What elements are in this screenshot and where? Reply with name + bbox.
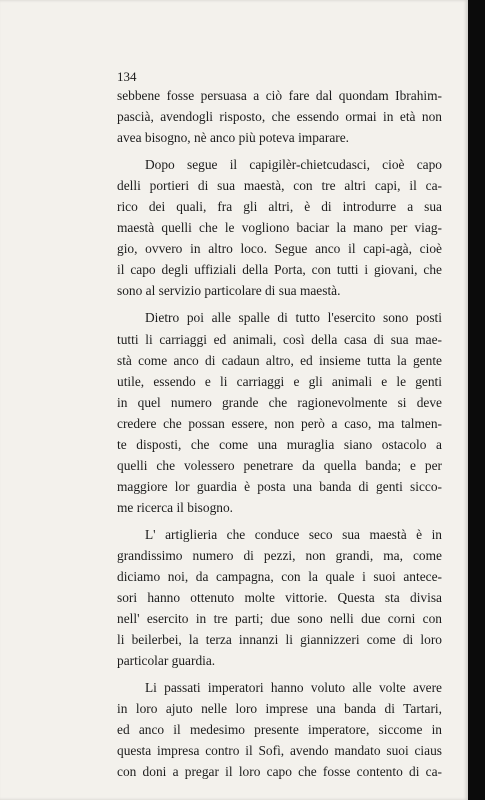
text-line: maestà quelli che le vogliono baciar la mano per viag- (117, 220, 442, 236)
text-line: Dietro poi alle spalle di tutto l'esercito sono posti (145, 310, 442, 326)
text-line: te disposti, che come una muraglia siano ostacolo a (117, 436, 442, 452)
text-line: pascià, avendogli risposto, che essendo ormai in età non (117, 109, 442, 125)
text-line: me ricerca il bisogno. (117, 499, 234, 515)
scan-dark-edge (468, 0, 485, 800)
text-line: utile, essendo e li carriaggi e gli animali e le genti (117, 373, 442, 389)
text-line: quelli che volessero penetrare da quella banda; e per (117, 457, 442, 473)
text-line: con doni a pregar il loro capo che fosse contento di ca- (117, 764, 442, 780)
text-line: in loro ajuto nelle loro imprese una banda di Tartari, (117, 701, 442, 717)
text-line: avea bisogno, nè anco più poteva imparare. (117, 130, 350, 146)
text-line: questa impresa contro il Sofì, avendo mandato suoi ciaus (117, 743, 442, 759)
text-line: Li passati imperatori hanno voluto alle volte avere (145, 680, 442, 696)
text-line: sebbene fosse persuasa a ciò fare dal quondam Ibrahim- (117, 88, 442, 103)
page-number: 134 (117, 69, 137, 84)
text-line: L' artiglieria che conduce seco sua maestà è in (145, 526, 442, 542)
text-line: tutti li carriaggi ed animali, così della casa di sua mae- (117, 331, 442, 347)
body-text (117, 85, 442, 783)
text-line: nell' esercito in tre parti; due sono nelli due corni con (117, 611, 442, 627)
text-line: credere che possan essere, non però a caso, ma talmen- (117, 415, 442, 431)
text-line: gio, ovvero in altro loco. Segue anco il capi-agà, cioè (117, 241, 442, 257)
text-line: rico dei quali, fra gli altri, è di introdurre a sua (117, 199, 442, 215)
text-line: sono al servizio particolare di sua maestà. (117, 283, 341, 299)
text-line: stà come anco di cadaun altro, ed insieme tutta la gente (117, 352, 442, 368)
text-line: grandissimo numero di pezzi, non grandi, ma, come (117, 547, 442, 563)
text-line: ed anco il medesimo presente imperatore, siccome in (117, 722, 442, 738)
text-line: particolar guardia. (117, 653, 216, 669)
text-line: maggiore lor guardia è posta una banda di genti sicco- (117, 478, 442, 494)
text-line: Dopo segue il capigilèr-chietcudasci, cioè capo (145, 157, 442, 173)
text-line: diciamo noi, da campagna, con la quale i suoi antece- (117, 569, 442, 585)
text-line: sori hanno ottenuto molte vittorie. Questa sta divisa (117, 590, 442, 606)
text-line: li beilerbei, la terza innanzi li giannizzeri come di loro (117, 632, 442, 648)
text-line: in quel numero grande che ragionevolmente si deve (117, 394, 442, 410)
text-line: delli portieri di sua maestà, con tre altri capi, il ca- (117, 178, 442, 194)
text-line: il capo degli uffiziali della Porta, con tutti i giovani, che (117, 262, 442, 278)
